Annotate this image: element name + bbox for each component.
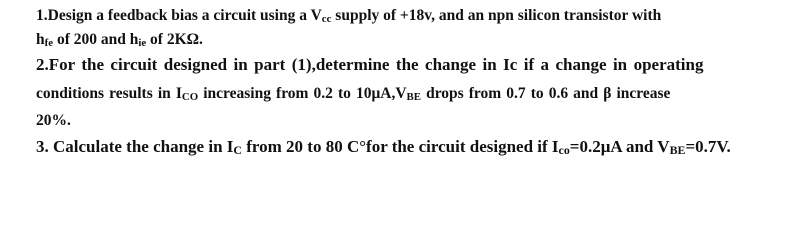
question-2-line-3: 20%. <box>36 112 71 129</box>
q3-degree-mark: ° <box>359 137 367 156</box>
q3-text-d: =0.2μA and V <box>569 137 670 156</box>
q2-text-c: drops from 0.7 to 0.6 and β increase <box>421 85 671 102</box>
question-3-line <box>36 137 731 157</box>
q3-ico-subscript: co <box>558 143 570 157</box>
q3-vbe-subscript: BE <box>669 143 686 157</box>
q1-hie-subscript: ie <box>138 37 147 49</box>
question-2-line-1: 2.For the circuit designed in part (1),determine the change in Ic if a change in operating <box>36 55 704 74</box>
q1-text-a: 1.Design a feedback bias a circuit using a V <box>36 7 322 24</box>
q3-text-e: =0.7V. <box>685 137 731 156</box>
q3-text-c: for the circuit designed if I <box>366 137 559 156</box>
q3-ic-subscript: C <box>233 143 242 157</box>
question-1-line-1 <box>36 6 661 26</box>
q3-text-a: 3. Calculate the change in I <box>36 137 234 156</box>
q1-text-b: supply of +18v, and an npn silicon transistor with <box>331 7 662 24</box>
q2-text-a: conditions results in I <box>36 85 182 102</box>
q3-text-b: from 20 to 80 C <box>241 137 360 156</box>
q1-vcc-subscript: cc <box>321 13 332 25</box>
q2-ico-subscript: CO <box>181 91 199 103</box>
q1-text-c: of 200 and h <box>53 31 139 48</box>
q1-text-d: of 2KΩ. <box>146 31 203 48</box>
q2-text-b: increasing from 0.2 to 10μA,V <box>198 85 407 102</box>
q2-vbe-subscript: BE <box>406 91 421 103</box>
q1-hfe-subscript: fe <box>44 37 54 49</box>
question-2-line-2 <box>36 84 670 104</box>
question-1-line-2 <box>36 30 203 50</box>
q1-hfe-symbol: h <box>36 31 45 48</box>
